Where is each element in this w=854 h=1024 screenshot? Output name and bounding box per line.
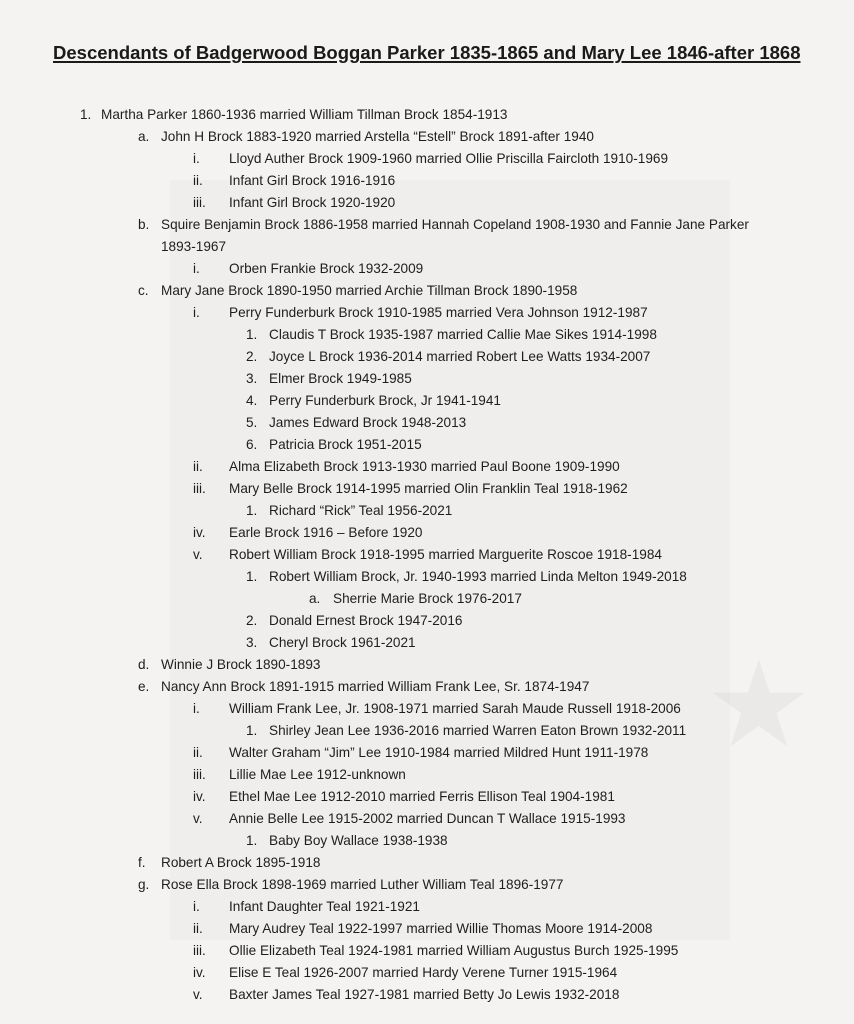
list-item bbox=[0, 324, 854, 346]
list-item bbox=[0, 588, 854, 610]
list-item bbox=[0, 258, 854, 280]
list-item-text: Cheryl Brock 1961-2021 bbox=[269, 635, 416, 650]
list-item-marker: iii. bbox=[193, 481, 206, 496]
list-item-text: Lillie Mae Lee 1912-unknown bbox=[229, 767, 406, 782]
list-item bbox=[0, 170, 854, 192]
list-item-marker: a. bbox=[138, 129, 150, 144]
list-item-marker: 1. bbox=[246, 723, 258, 738]
list-item bbox=[0, 478, 854, 500]
list-item-marker: ii. bbox=[193, 745, 203, 760]
list-item bbox=[0, 940, 854, 962]
list-item-marker: g. bbox=[138, 877, 150, 892]
list-item-marker: i. bbox=[193, 305, 200, 320]
list-item-text: Richard “Rick” Teal 1956-2021 bbox=[269, 503, 453, 518]
list-item-marker: ii. bbox=[193, 921, 203, 936]
list-item-marker: d. bbox=[138, 657, 150, 672]
list-item-marker: iii. bbox=[193, 767, 206, 782]
list-item bbox=[0, 874, 854, 896]
list-item-marker: iv. bbox=[193, 525, 206, 540]
list-item-marker: 2. bbox=[246, 613, 258, 628]
list-item-marker: c. bbox=[138, 283, 149, 298]
descendant-list bbox=[0, 104, 854, 1006]
list-item-marker: 6. bbox=[246, 437, 258, 452]
list-item-marker: v. bbox=[193, 811, 203, 826]
list-item-marker: a. bbox=[309, 591, 321, 606]
list-item-marker: 1. bbox=[246, 569, 258, 584]
list-item bbox=[0, 698, 854, 720]
list-item bbox=[0, 962, 854, 984]
list-item-marker: 1. bbox=[246, 503, 258, 518]
list-item-text: Mary Belle Brock 1914-1995 married Olin Franklin Teal 1918-1962 bbox=[229, 481, 628, 496]
list-item-text: Annie Belle Lee 1915-2002 married Duncan T Wallace 1915-1993 bbox=[229, 811, 626, 826]
list-item bbox=[0, 984, 854, 1006]
list-item-text: Robert A Brock 1895-1918 bbox=[161, 855, 321, 870]
list-item-text: Perry Funderburk Brock, Jr 1941-1941 bbox=[269, 393, 501, 408]
document-title: Descendants of Badgerwood Boggan Parker 1835-1865 and Mary Lee 1846-after 1868 bbox=[53, 42, 801, 63]
list-item-text: Patricia Brock 1951-2015 bbox=[269, 437, 422, 452]
list-item bbox=[0, 676, 854, 698]
list-item-text: Alma Elizabeth Brock 1913-1930 married Paul Boone 1909-1990 bbox=[229, 459, 620, 474]
list-item-marker: i. bbox=[193, 151, 200, 166]
list-item bbox=[0, 368, 854, 390]
list-item-text: Squire Benjamin Brock 1886-1958 married Hannah Copeland 1908-1930 and Fannie Jane Parker 1893-1967 bbox=[161, 217, 749, 254]
list-item-text: Infant Daughter Teal 1921-1921 bbox=[229, 899, 420, 914]
list-item bbox=[0, 434, 854, 456]
list-item-text: Lloyd Auther Brock 1909-1960 married Ollie Priscilla Faircloth 1910-1969 bbox=[229, 151, 669, 166]
list-item-text: Perry Funderburk Brock 1910-1985 married Vera Johnson 1912-1987 bbox=[229, 305, 648, 320]
list-item-text: Sherrie Marie Brock 1976-2017 bbox=[333, 591, 522, 606]
list-item-text: Robert William Brock 1918-1995 married Marguerite Roscoe 1918-1984 bbox=[229, 547, 662, 562]
list-item-marker: 3. bbox=[246, 635, 258, 650]
list-item bbox=[0, 544, 854, 566]
list-item bbox=[0, 786, 854, 808]
list-item-text: Baxter James Teal 1927-1981 married Betty Jo Lewis 1932-2018 bbox=[229, 987, 620, 1002]
list-item bbox=[0, 104, 854, 126]
list-item-marker: e. bbox=[138, 679, 150, 694]
list-item-text: Elise E Teal 1926-2007 married Hardy Verene Turner 1915-1964 bbox=[229, 965, 618, 980]
list-item-marker: 1. bbox=[80, 107, 92, 122]
list-item bbox=[0, 610, 854, 632]
list-item-text: Ollie Elizabeth Teal 1924-1981 married William Augustus Burch 1925-1995 bbox=[229, 943, 679, 958]
list-item-text: Claudis T Brock 1935-1987 married Callie Mae Sikes 1914-1998 bbox=[269, 327, 657, 342]
list-item bbox=[0, 390, 854, 412]
list-item-text: Shirley Jean Lee 1936-2016 married Warren Eaton Brown 1932-2011 bbox=[269, 723, 687, 738]
list-item-text: Donald Ernest Brock 1947-2016 bbox=[269, 613, 463, 628]
list-item-text: Mary Jane Brock 1890-1950 married Archie Tillman Brock 1890-1958 bbox=[161, 283, 578, 298]
list-item-marker: ii. bbox=[193, 459, 203, 474]
list-item-text: Robert William Brock, Jr. 1940-1993 married Linda Melton 1949-2018 bbox=[269, 569, 687, 584]
list-item-marker: i. bbox=[193, 261, 200, 276]
list-item bbox=[0, 456, 854, 478]
list-item-text: Joyce L Brock 1936-2014 married Robert Lee Watts 1934-2007 bbox=[269, 349, 651, 364]
list-item-text: Baby Boy Wallace 1938-1938 bbox=[269, 833, 448, 848]
list-item-marker: i. bbox=[193, 701, 200, 716]
list-item bbox=[0, 764, 854, 786]
list-item bbox=[0, 566, 854, 588]
list-item-text: Earle Brock 1916 – Before 1920 bbox=[229, 525, 423, 540]
list-item-text: Walter Graham “Jim” Lee 1910-1984 married Mildred Hunt 1911-1978 bbox=[229, 745, 649, 760]
list-item-text: Infant Girl Brock 1916-1916 bbox=[229, 173, 396, 188]
list-item-text: Orben Frankie Brock 1932-2009 bbox=[229, 261, 424, 276]
list-item-marker: f. bbox=[138, 855, 146, 870]
list-item-marker: 2. bbox=[246, 349, 258, 364]
list-item-text: William Frank Lee, Jr. 1908-1971 married Sarah Maude Russell 1918-2006 bbox=[229, 701, 681, 716]
list-item-text: Ethel Mae Lee 1912-2010 married Ferris Ellison Teal 1904-1981 bbox=[229, 789, 615, 804]
list-item-text: Mary Audrey Teal 1922-1997 married Willie Thomas Moore 1914-2008 bbox=[229, 921, 653, 936]
list-item-marker: v. bbox=[193, 547, 203, 562]
list-item bbox=[0, 896, 854, 918]
list-item bbox=[0, 830, 854, 852]
list-item-text: Elmer Brock 1949-1985 bbox=[269, 371, 412, 386]
list-item bbox=[0, 302, 854, 324]
list-item bbox=[0, 346, 854, 368]
list-item-text: Rose Ella Brock 1898-1969 married Luther William Teal 1896-1977 bbox=[161, 877, 564, 892]
list-item-marker: v. bbox=[193, 987, 203, 1002]
list-item-marker: i. bbox=[193, 899, 200, 914]
list-item bbox=[0, 852, 854, 874]
list-item-marker: 1. bbox=[246, 327, 258, 342]
list-item-marker: iii. bbox=[193, 195, 206, 210]
list-item-text: Winnie J Brock 1890-1893 bbox=[161, 657, 321, 672]
list-item-marker: iv. bbox=[193, 965, 206, 980]
list-item-text: James Edward Brock 1948-2013 bbox=[269, 415, 467, 430]
list-item bbox=[0, 654, 854, 676]
list-item bbox=[0, 500, 854, 522]
list-item bbox=[0, 148, 854, 170]
list-item-text: Infant Girl Brock 1920-1920 bbox=[229, 195, 396, 210]
list-item bbox=[0, 280, 854, 302]
list-item-text: Martha Parker 1860-1936 married William Tillman Brock 1854-1913 bbox=[101, 107, 508, 122]
list-item-marker: 4. bbox=[246, 393, 258, 408]
list-item-marker: 1. bbox=[246, 833, 258, 848]
list-item bbox=[0, 742, 854, 764]
list-item-text: Nancy Ann Brock 1891-1915 married William Frank Lee, Sr. 1874-1947 bbox=[161, 679, 590, 694]
list-item bbox=[0, 214, 854, 258]
list-item-marker: iv. bbox=[193, 789, 206, 804]
list-item-marker: 5. bbox=[246, 415, 258, 430]
list-item bbox=[0, 192, 854, 214]
list-item-marker: b. bbox=[138, 217, 150, 232]
watermark-star-icon: ★ bbox=[705, 638, 813, 772]
list-item-marker: iii. bbox=[193, 943, 206, 958]
list-item bbox=[0, 918, 854, 940]
list-item-marker: ii. bbox=[193, 173, 203, 188]
list-item bbox=[0, 412, 854, 434]
list-item bbox=[0, 808, 854, 830]
list-item bbox=[0, 522, 854, 544]
list-item bbox=[0, 720, 854, 742]
list-item bbox=[0, 632, 854, 654]
list-item bbox=[0, 126, 854, 148]
list-item-marker: 3. bbox=[246, 371, 258, 386]
list-item-text: John H Brock 1883-1920 married Arstella “Estell” Brock 1891-after 1940 bbox=[161, 129, 594, 144]
